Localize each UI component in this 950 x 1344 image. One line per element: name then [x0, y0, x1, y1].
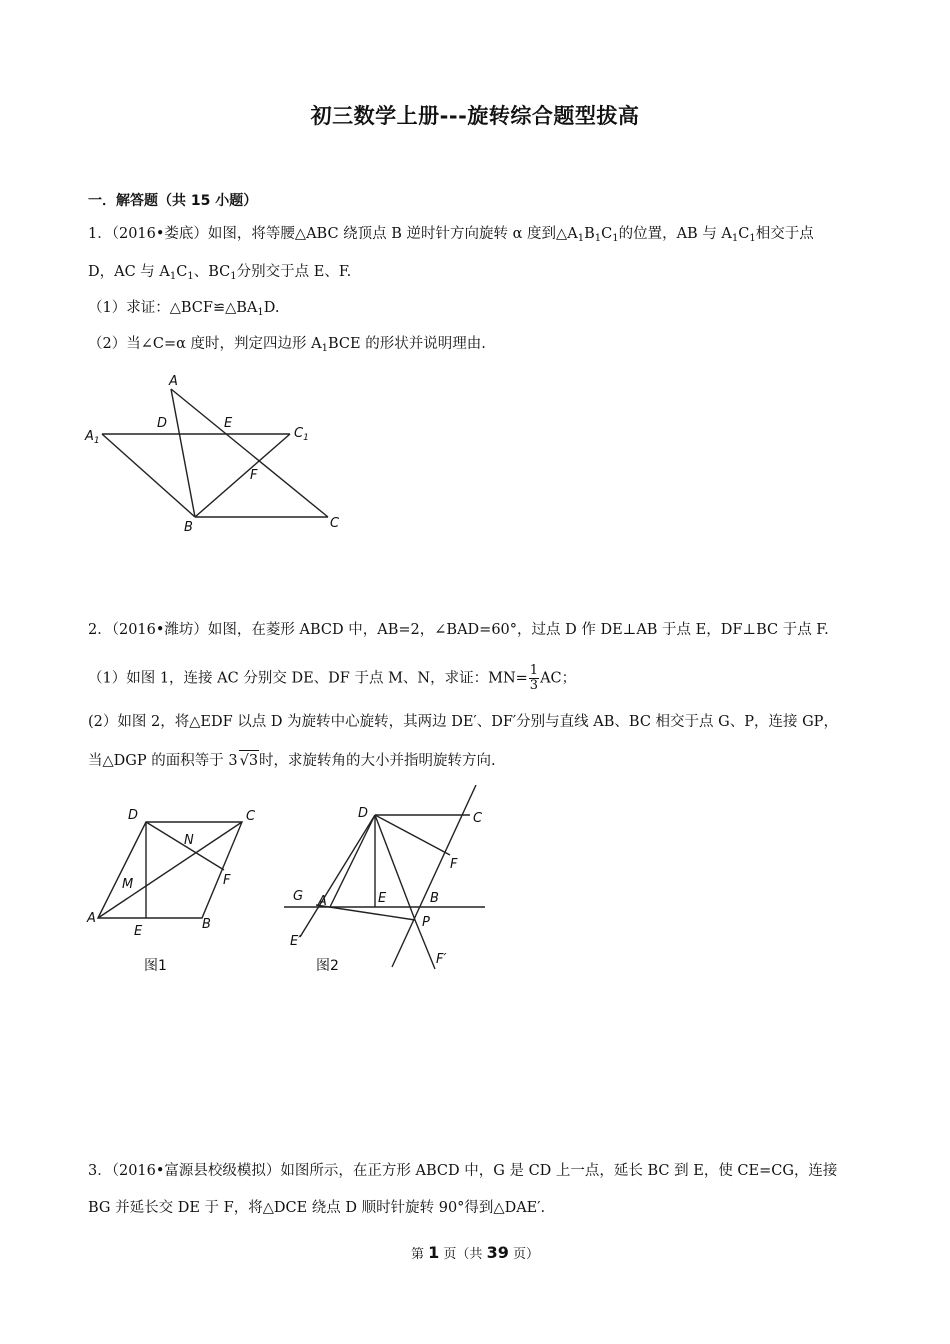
- fraction: [529, 664, 539, 693]
- q1-text: 1．（2016•娄底）如图，将等腰△ABC 绕顶点 B 逆时针方向旋转 α 度到△A: [88, 226, 578, 242]
- label-f-prime: F′: [436, 952, 447, 967]
- q1-text: 相交于点: [755, 226, 814, 242]
- label-a1: $A_1$: [85, 429, 100, 446]
- q1-text: D，AC 与 A: [88, 264, 170, 280]
- q1-line-1: [88, 224, 814, 249]
- subscript: 1: [577, 233, 585, 244]
- fraction-denominator: 3: [529, 678, 539, 693]
- figure-caption: 图1: [144, 958, 167, 974]
- segment-da: [330, 815, 375, 907]
- label-e-prime: E′: [290, 934, 302, 949]
- label-d: D: [358, 806, 369, 821]
- q2-figure-1: [80, 800, 270, 980]
- page-title: 初三数学上册---旋转综合题型拔高: [310, 104, 640, 128]
- q2-line-1: 2．（2016•潍坊）如图，在菱形 ABCD 中，AB=2，∠BAD=60°，过点 D 作 DE⊥AB 于点 E，DF⊥BC 于点 F.: [88, 622, 829, 638]
- segment-a1-b: [102, 434, 195, 517]
- fig2-lines: [284, 785, 485, 969]
- q1-text: 、BC: [193, 264, 231, 280]
- q2-part-1: [88, 664, 576, 693]
- label-b: B: [202, 917, 211, 932]
- label-b: B: [430, 891, 439, 906]
- q3-line-1: 3．（2016•富源县校级模拟）如图所示，在正方形 ABCD 中，G 是 CD 上一点，延长 BC 到 E，使 CE=CG，连接: [88, 1163, 838, 1179]
- line-bc: [392, 785, 476, 967]
- q1-text: BCE 的形状并说明理由.: [327, 336, 486, 352]
- line-de-prime: [300, 815, 375, 937]
- segment-a-b: [171, 389, 195, 517]
- subscript: 1: [187, 271, 194, 282]
- footer-text: 第: [411, 1247, 429, 1262]
- label-d: D: [128, 808, 139, 823]
- q1-figure-lines: [102, 389, 328, 517]
- label-f: F: [250, 468, 258, 483]
- footer-text: 页（共: [439, 1247, 487, 1262]
- fraction-numerator: 1: [529, 663, 539, 678]
- q1-figure: [80, 365, 360, 540]
- q1-text: 分别交于点 E、F.: [236, 264, 352, 280]
- label-a: A: [87, 911, 96, 926]
- q1-part-1: [88, 298, 279, 323]
- q2-text: 当△DGP 的面积等于 3: [88, 753, 238, 769]
- label-c1: $C_1$: [294, 426, 309, 443]
- q2-part-2: (2）如图 2，将△EDF 以点 D 为旋转中心旋转，其两边 DE′、DF′分别与直线 AB、BC 相交于点 G、P，连接 GP，: [88, 714, 838, 730]
- label-m: M: [122, 877, 134, 892]
- q1-text: 的位置，AB 与 A: [618, 226, 732, 242]
- subscript: 1: [257, 307, 264, 318]
- label-c: C: [246, 809, 256, 824]
- label-e: E: [378, 891, 387, 906]
- q1-part-2: [88, 334, 486, 359]
- q1-text: B: [584, 226, 595, 242]
- subscript: 1: [731, 233, 739, 244]
- section-heading: 一．解答题（共 15 小题）: [88, 193, 258, 209]
- subscript: 1: [594, 233, 602, 244]
- q2-text: AC；: [540, 670, 577, 687]
- subscript: 1: [230, 271, 237, 282]
- label-c: C: [330, 516, 340, 531]
- q1-text: （1）求证：△BCF≌△BA: [88, 300, 258, 316]
- subscript: 1: [169, 271, 177, 282]
- label-p: P: [422, 915, 430, 930]
- label-g: G: [293, 889, 304, 904]
- subscript: 1: [749, 233, 756, 244]
- footer-text: 页）: [508, 1247, 539, 1262]
- q1-text: D.: [263, 300, 280, 316]
- q1-line-2: [88, 262, 351, 287]
- label-f: F: [450, 857, 458, 872]
- figure-caption: 图2: [316, 958, 339, 974]
- subscript: 1: [612, 233, 619, 244]
- q1-text: C: [738, 226, 750, 242]
- segment-a-c: [171, 389, 328, 517]
- q1-text: C: [601, 226, 613, 242]
- label-a: A: [169, 374, 178, 389]
- total-pages: 39: [486, 1243, 509, 1262]
- label-a: A: [318, 894, 327, 909]
- q2-text: 时，求旋转角的大小并指明旋转方向.: [259, 753, 496, 769]
- label-e: E: [134, 924, 143, 939]
- label-n: N: [184, 833, 194, 848]
- label-d: D: [157, 416, 168, 431]
- segment-df: [375, 815, 450, 855]
- q2-text: （1）如图 1，连接 AC 分别交 DE、DF 于点 M、N，求证：MN=: [88, 670, 528, 687]
- q1-text: （2）当∠C=α 度时，判定四边形 A: [88, 336, 322, 352]
- q2-part-3: [88, 750, 496, 771]
- page-number: 1: [428, 1243, 440, 1262]
- q1-text: C: [176, 264, 188, 280]
- label-b: B: [184, 520, 193, 535]
- label-c: C: [473, 811, 483, 826]
- subscript: 1: [321, 343, 328, 354]
- label-e: E: [224, 416, 233, 431]
- square-root: √3: [239, 750, 259, 771]
- label-f: F: [223, 873, 231, 888]
- q3-line-2: BG 并延长交 DE 于 F，将△DCE 绕点 D 顺时针旋转 90°得到△DAE′.: [88, 1200, 546, 1216]
- q2-figure-2: [280, 785, 500, 985]
- fig1-lines: [98, 822, 242, 918]
- page-footer: [0, 1243, 950, 1262]
